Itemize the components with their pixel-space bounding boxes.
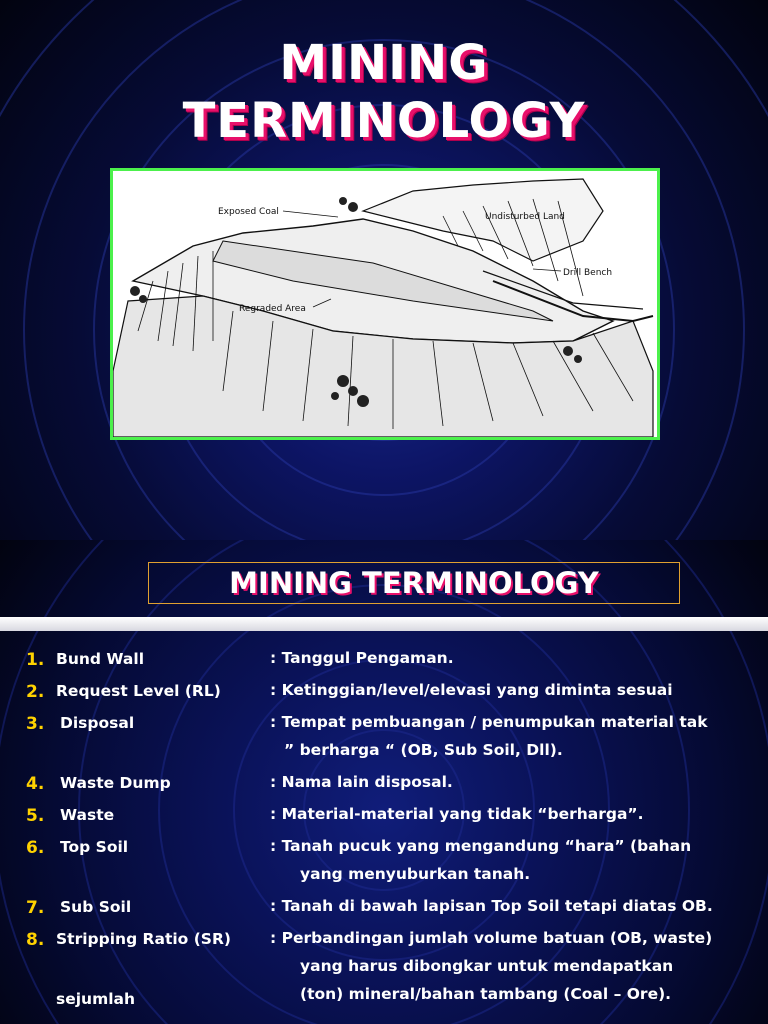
term-name: Request Level (RL) <box>56 682 221 700</box>
term-definition <box>270 832 750 888</box>
term-name: Top Soil <box>60 838 129 856</box>
label-drill-bench: Drill Bench <box>563 268 613 278</box>
term-name: Bund Wall <box>56 650 145 668</box>
section-heading-box <box>148 562 680 604</box>
term-definition-line: : Perbandingan jumlah volume batuan (OB, waste) <box>270 929 713 947</box>
term-definition-line: : Nama lain disposal. <box>270 773 453 791</box>
term-definition-line: : Ketinggian/level/elevasi yang diminta sesuai <box>270 681 673 699</box>
term-name: Stripping Ratio (SR) <box>56 930 231 948</box>
term-number: 5. <box>26 806 45 826</box>
term-definition-line: : Tanggul Pengaman. <box>270 649 454 667</box>
term-definition-line: yang harus dibongkar untuk mendapatkan <box>300 957 674 975</box>
trailing-word: sejumlah <box>56 990 136 1008</box>
term-definition-line: : Tempat pembuangan / penumpukan material tak <box>270 713 708 731</box>
term-definition-line: (ton) mineral/bahan tambang (Coal – Ore). <box>300 985 672 1003</box>
slide-title <box>0 34 768 150</box>
term-number: 8. <box>26 930 45 950</box>
term-definition-line: : Tanah di bawah lapisan Top Soil tetapi diatas OB. <box>270 897 713 915</box>
mining-illustration <box>110 168 660 440</box>
title-line-2: TERMINOLOGY <box>182 93 586 149</box>
term-number: 3. <box>26 714 45 734</box>
term-name: Sub Soil <box>60 898 132 916</box>
mine-sketch-image <box>113 171 657 437</box>
label-regraded-area: Regraded Area <box>239 304 306 314</box>
term-definition-line: : Tanah pucuk yang mengandung “hara” (bahan <box>270 837 692 855</box>
term-definition <box>270 708 750 764</box>
label-undisturbed-land: Undisturbed Land <box>485 212 565 222</box>
term-name: Disposal <box>60 714 135 732</box>
term-definition-line: ” berharga “ (OB, Sub Soil, Dll). <box>284 741 563 759</box>
term-definition <box>270 676 750 704</box>
term-definition-line: yang menyuburkan tanah. <box>300 865 531 883</box>
label-exposed-coal: Exposed Coal <box>218 207 279 217</box>
term-definition <box>270 644 750 672</box>
divider-bar <box>0 617 768 631</box>
term-definition <box>270 924 750 1008</box>
term-definition <box>270 800 750 828</box>
title-line-1: MINING <box>279 35 489 91</box>
term-definition <box>270 768 750 796</box>
term-number: 6. <box>26 838 45 858</box>
term-number: 7. <box>26 898 45 918</box>
term-number: 2. <box>26 682 45 702</box>
term-name: Waste Dump <box>60 774 171 792</box>
term-number: 4. <box>26 774 45 794</box>
term-name: Waste <box>60 806 115 824</box>
term-definition-line: : Material-material yang tidak “berharga”. <box>270 805 644 823</box>
bottom-slide <box>0 540 768 1024</box>
term-number: 1. <box>26 650 45 670</box>
term-definition <box>270 892 750 920</box>
section-heading: MINING TERMINOLOGY <box>229 566 599 600</box>
